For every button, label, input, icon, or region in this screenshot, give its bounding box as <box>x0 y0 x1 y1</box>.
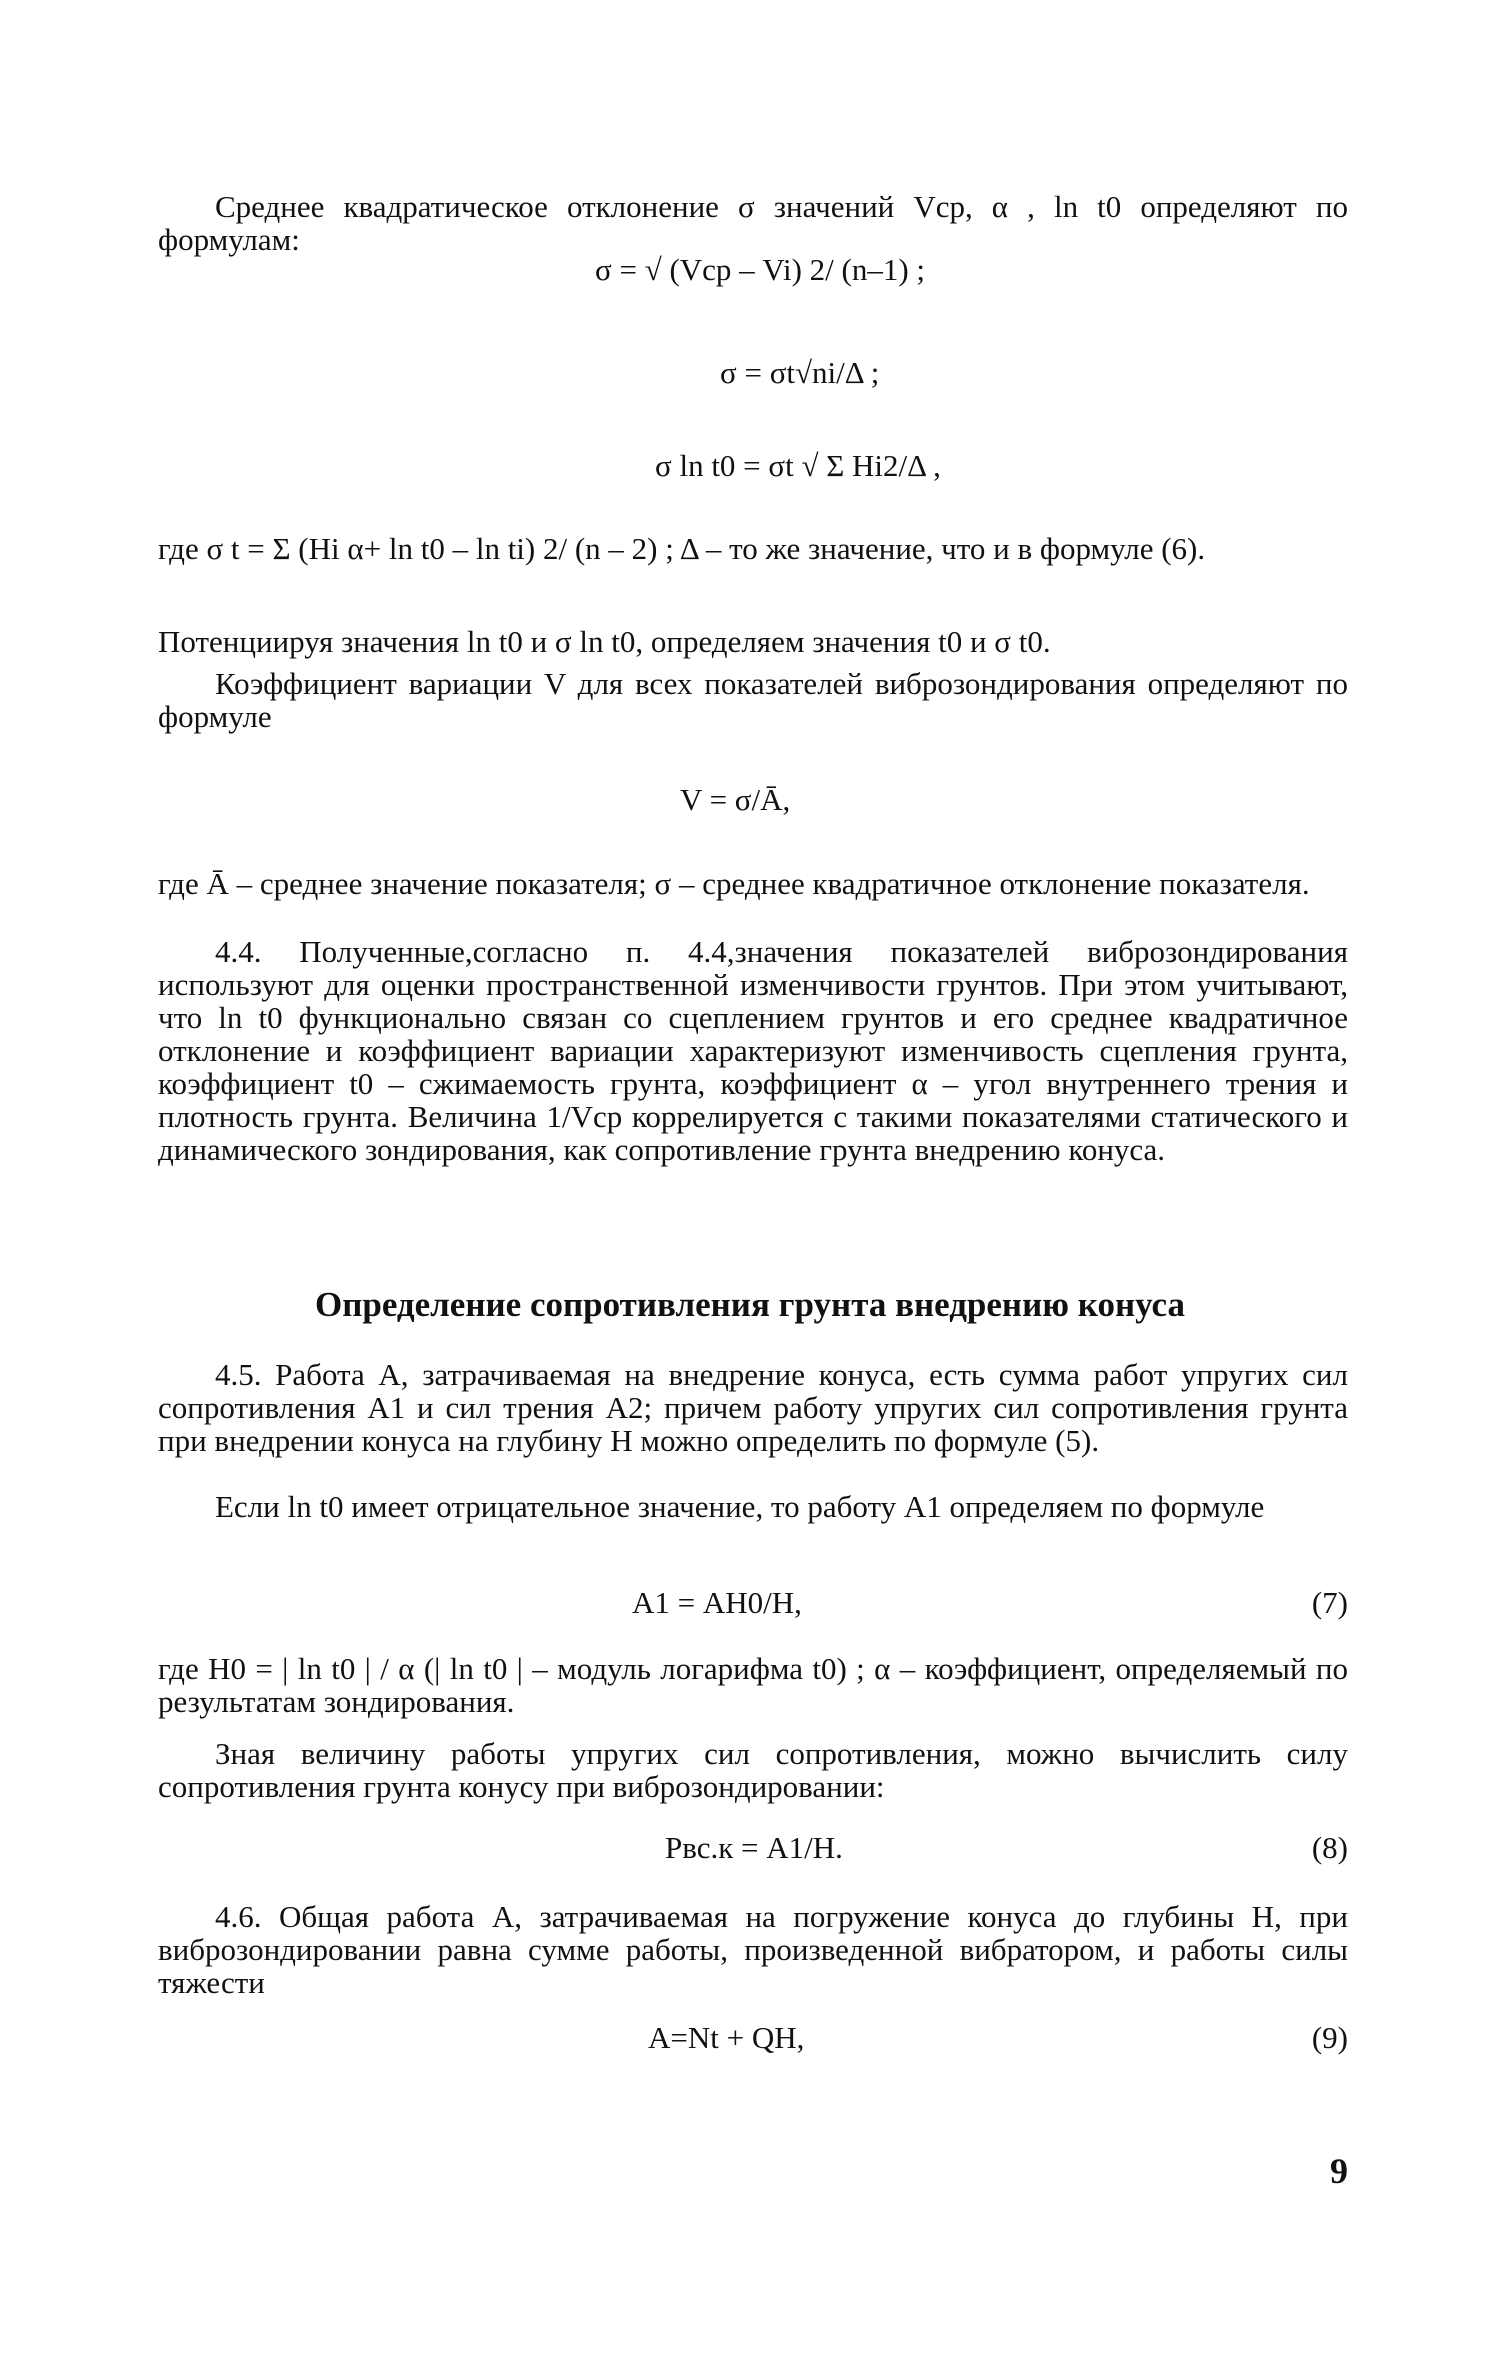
paragraph-H0-definition: где H0 = | ln t0 | / α (| ln t0 | – модуль логарифма t0) ; α – коэффициент, определяемый по результатам зондирования. <box>158 1651 1348 1719</box>
page-number: 9 <box>1330 2151 1348 2191</box>
paragraph-negative-ln-t0: Если ln t0 имеет отрицательное значение, то работу А1 определяем по формуле <box>215 1489 1265 1524</box>
equation-number-7: (7) <box>1311 1585 1348 1620</box>
paragraph-std-dev-intro: Среднее квадратическое отклонение σ значений Vср, α , ln t0 определяют по формулам: <box>158 189 1348 257</box>
equation-number-8: (8) <box>1311 1830 1348 1865</box>
paragraph-4-4: 4.4. Полученные,согласно п. 4.4,значения показателей виброзондирования используют для оценки пространственной изменчивости грунтов. При этом учитывают, что ln t0 функционально связан со сцеплением грунтов и его среднее квадратичное отклонение и коэффициент вариации характеризуют изменчивость сцепления грунта, коэффициент t0 – сжимаемость грунта, коэффициент α – угол внутреннего трения и плотность грунта. Величина 1/Vср коррелируется с такими показателями статического и динамического зондирования, как сопротивление грунта внедрению конуса. <box>158 934 1348 1167</box>
formula-8: Pвс.к = А1/H. <box>665 1830 843 1865</box>
equation-number-9: (9) <box>1311 2020 1348 2055</box>
formula-variation: V = σ/Ā, <box>680 782 791 817</box>
paragraph-4-5: 4.5. Работа А, затрачиваемая на внедрение конуса, есть сумма работ упругих сил сопротивления А1 и сил трения А2; причем работу упругих сил сопротивления грунта при внедрении конуса на глубину H можно определить по формуле (5). <box>158 1357 1348 1458</box>
formula-7: А1 = АH0/H, <box>632 1585 802 1620</box>
formula-9: А=Nt + QH, <box>648 2020 805 2055</box>
formula-sigma-1: σ = √ (Vср – Vi) 2/ (n–1) ; <box>595 252 926 287</box>
paragraph-mean-definition: где Ā – среднее значение показателя; σ – среднее квадратичное отклонение показателя. <box>158 866 1310 901</box>
paragraph-variation-coefficient: Коэффициент вариации V для всех показателей виброзондирования определяют по формуле <box>158 666 1348 734</box>
paragraph-sigma-t-definition: где σ t = Σ (Hi α+ ln t0 – ln ti) 2/ (n – 2) ; Δ – то же значение, что и в формуле (6). <box>158 531 1206 566</box>
paragraph-4-6: 4.6. Общая работа А, затрачиваемая на погружение конуса до глубины H, при виброзондировании равна сумме работы, произведенной вибратором, и работы силы тяжести <box>158 1899 1348 2000</box>
formula-sigma-ln-t0: σ ln t0 = σt √ Σ Hi2/Δ , <box>655 448 941 483</box>
paragraph-resistance-force: Зная величину работы упругих сил сопротивления, можно вычислить силу сопротивления грунта конусу при виброзондировании: <box>158 1736 1348 1804</box>
paragraph-potentiation: Потенциируя значения ln t0 и σ ln t0, определяем значения t0 и σ t0. <box>158 624 1051 659</box>
section-heading: Определение сопротивления грунта внедрению конуса <box>314 1285 1185 1324</box>
formula-sigma-2: σ = σt√ni/Δ ; <box>720 355 880 390</box>
